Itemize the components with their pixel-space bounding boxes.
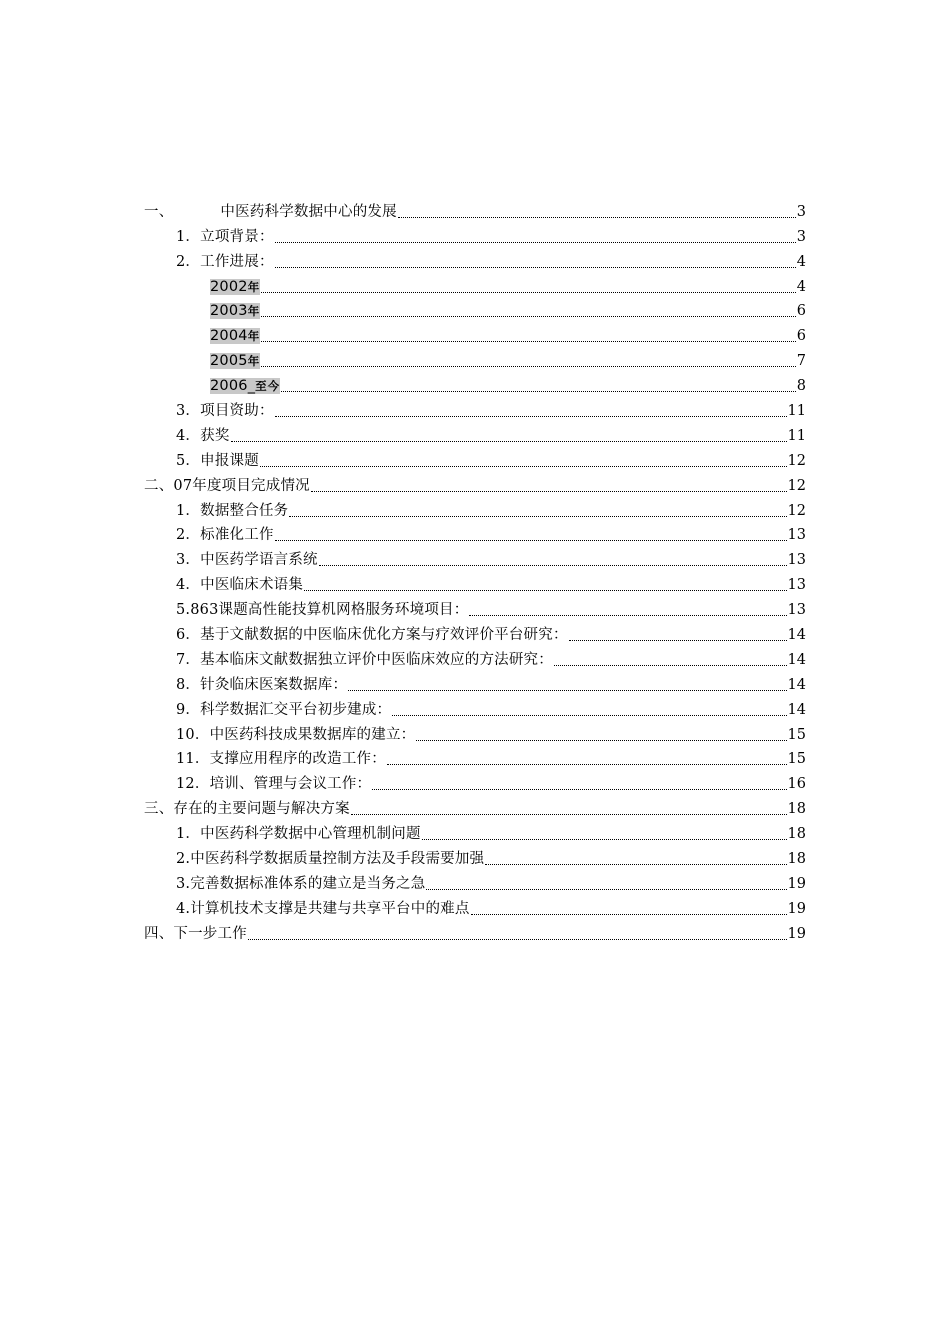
toc-entry-text: 2006_ [210, 378, 256, 395]
toc-entry-number: 3. [176, 875, 191, 892]
toc-dot-leader [348, 690, 786, 691]
toc-entry-label [210, 377, 280, 395]
toc-page-number: 18 [787, 801, 806, 818]
toc-entry-number: 12． [176, 776, 210, 793]
toc-entry-suffix: 年 [247, 354, 261, 369]
toc-page-number: 13 [787, 577, 806, 594]
toc-entry-number: 8． [176, 676, 201, 693]
toc-entry-label [210, 278, 260, 296]
toc-dot-leader [261, 341, 796, 342]
toc-entry-text: 2003 [210, 303, 248, 320]
toc-entry-highlight [210, 279, 260, 295]
toc-entry-text: 中医药科学数据质量控制方法及手段需要加强 [190, 851, 485, 868]
toc-entry[interactable] [0, 748, 950, 773]
toc-entry-suffix: 年 [247, 329, 261, 344]
toc-entry-highlight [210, 353, 260, 369]
toc-entry[interactable] [0, 772, 950, 797]
toc-entry-label [210, 327, 260, 345]
toc-page-number: 15 [787, 751, 806, 768]
toc-entry[interactable] [0, 399, 950, 424]
toc-page-number: 12 [787, 452, 806, 469]
toc-entry-number: 10． [176, 726, 210, 743]
toc-entry-number: 一、 [144, 203, 174, 220]
toc-page-number: 19 [787, 875, 806, 892]
toc-entry-label [176, 626, 568, 644]
toc-page-number: 12 [787, 502, 806, 519]
toc-entry-text: 标准化工作 [200, 527, 274, 544]
toc-entry-text: 中医药学语言系统 [200, 552, 318, 569]
toc-entry-label [176, 775, 371, 793]
toc-entry[interactable] [0, 424, 950, 449]
toc-entry-text: 数据整合任务 [200, 502, 289, 519]
toc-entry-label [176, 452, 259, 470]
toc-entry[interactable] [0, 324, 950, 349]
toc-entry-text: 2005 [210, 353, 248, 370]
toc-entry[interactable] [0, 822, 950, 847]
toc-entry[interactable] [0, 300, 950, 325]
toc-entry-highlight [210, 378, 280, 394]
toc-entry-text: 工作进展： [200, 253, 274, 270]
toc-entry-number: 11． [176, 751, 210, 768]
toc-entry-label [176, 502, 288, 520]
toc-entry-text: 2002 [210, 278, 248, 295]
toc-entry-label [176, 701, 391, 719]
toc-entry-label [176, 526, 274, 544]
toc-entry-highlight [210, 328, 260, 344]
toc-dot-leader [351, 814, 787, 815]
toc-entry-text: 中医药科学数据中心的发展 [220, 203, 397, 220]
toc-entry-label [176, 651, 553, 669]
toc-entry-number: 3． [176, 552, 201, 569]
toc-entry-label [176, 402, 274, 420]
toc-entry[interactable] [0, 250, 950, 275]
toc-entry[interactable] [0, 623, 950, 648]
toc-page-number: 13 [787, 527, 806, 544]
toc-dot-leader [311, 491, 787, 492]
toc-dot-leader [275, 242, 796, 243]
toc-entry-number: 二、 [144, 477, 174, 494]
toc-dot-leader [289, 516, 786, 517]
toc-entry[interactable] [0, 225, 950, 250]
toc-entry-label [210, 302, 260, 320]
toc-entry-number: 2． [176, 527, 201, 544]
toc-entry-text: 863课题高性能技算机网格服务环境项目： [190, 602, 469, 619]
toc-entry-text: 2004 [210, 328, 248, 345]
toc-entry-label [176, 850, 484, 868]
toc-entry[interactable] [0, 474, 950, 499]
toc-entry-number: 三、 [144, 801, 174, 818]
toc-entry-number: 9． [176, 701, 201, 718]
toc-entry-text: 立项背景： [200, 228, 274, 245]
toc-entry-label [144, 203, 397, 221]
toc-dot-leader [392, 715, 786, 716]
toc-entry[interactable] [0, 897, 950, 922]
toc-entry[interactable] [0, 349, 950, 374]
toc-dot-leader [469, 615, 786, 616]
toc-entry-text: 针灸临床医案数据库： [200, 676, 348, 693]
toc-entry-label [144, 477, 310, 495]
toc-entry-text: 项目资助： [200, 403, 274, 420]
toc-entry-number: 1． [176, 228, 201, 245]
toc-entry[interactable] [0, 723, 950, 748]
toc-page-number: 18 [787, 826, 806, 843]
toc-entry-number: 4． [176, 577, 201, 594]
toc-page-number: 14 [787, 651, 806, 668]
toc-dot-leader [569, 640, 787, 641]
toc-entry[interactable] [0, 922, 950, 947]
toc-dot-leader [281, 391, 796, 392]
toc-entry-label [176, 601, 468, 619]
toc-page-number: 13 [787, 552, 806, 569]
toc-entry-label [176, 551, 318, 569]
toc-dot-leader [426, 889, 786, 890]
toc-page-number: 6 [796, 303, 806, 320]
table-of-contents [0, 200, 950, 947]
toc-entry[interactable] [0, 573, 950, 598]
toc-entry-label [176, 676, 347, 694]
toc-entry-label [176, 875, 425, 893]
toc-page-number: 14 [787, 676, 806, 693]
toc-entry-number: 7． [176, 651, 201, 668]
toc-dot-leader [422, 839, 787, 840]
toc-entry[interactable] [0, 449, 950, 474]
toc-dot-leader [387, 764, 787, 765]
toc-entry-label [176, 228, 274, 246]
toc-entry[interactable] [0, 598, 950, 623]
toc-entry-label [176, 253, 274, 271]
toc-entry[interactable] [0, 275, 950, 300]
toc-entry-text: 培训、管理与会议工作： [209, 776, 372, 793]
toc-entry[interactable] [0, 548, 950, 573]
toc-page-number: 14 [787, 627, 806, 644]
toc-entry-label [176, 750, 386, 768]
toc-page-number: 6 [796, 328, 806, 345]
toc-page-number: 3 [796, 203, 806, 220]
toc-entry-number: 1． [176, 502, 201, 519]
toc-page-number: 3 [796, 228, 806, 245]
toc-page-number: 4 [796, 253, 806, 270]
toc-entry-text: 中医药科学数据中心管理机制问题 [200, 826, 421, 843]
toc-entry-number: 5． [176, 452, 201, 469]
toc-dot-leader [485, 864, 786, 865]
toc-page-number: 18 [787, 851, 806, 868]
toc-dot-leader [398, 217, 796, 218]
toc-dot-leader [261, 366, 796, 367]
toc-entry-text: 存在的主要问题与解决方案 [173, 801, 350, 818]
toc-entry-number: 3． [176, 403, 201, 420]
toc-entry-text: 申报课题 [200, 452, 259, 469]
toc-page-number: 15 [787, 726, 806, 743]
toc-page-number: 19 [787, 900, 806, 917]
toc-entry-label [176, 576, 303, 594]
toc-dot-leader [416, 740, 786, 741]
toc-entry-label [176, 825, 421, 843]
toc-dot-leader [471, 914, 787, 915]
toc-entry-text: 07年度项目完成情况 [173, 477, 310, 494]
toc-page-number: 11 [787, 427, 806, 444]
toc-entry[interactable] [0, 374, 950, 399]
toc-entry-number: 5. [176, 602, 191, 619]
toc-entry-text: 中医药科技成果数据库的建立： [209, 726, 416, 743]
toc-entry-text: 获奖 [200, 427, 230, 444]
toc-entry[interactable] [0, 797, 950, 822]
toc-entry-number: 四、 [144, 925, 174, 942]
toc-page-number: 13 [787, 602, 806, 619]
toc-entry-suffix: 年 [247, 279, 261, 294]
toc-entry-text: 基本临床文献数据独立评价中医临床效应的方法研究： [200, 651, 553, 668]
toc-page-number: 4 [796, 278, 806, 295]
toc-page-number: 12 [787, 477, 806, 494]
toc-dot-leader [554, 665, 787, 666]
toc-entry[interactable] [0, 872, 950, 897]
toc-entry[interactable] [0, 524, 950, 549]
toc-entry-number: 6． [176, 627, 201, 644]
toc-entry-text: 科学数据汇交平台初步建成： [200, 701, 392, 718]
toc-entry-text: 完善数据标准体系的建立是当务之急 [190, 875, 426, 892]
toc-dot-leader [248, 939, 787, 940]
toc-entry-label [210, 352, 260, 370]
toc-entry-number: 1． [176, 826, 201, 843]
toc-entry-text: 支撑应用程序的改造工作： [209, 751, 386, 768]
toc-dot-leader [261, 316, 796, 317]
toc-entry-label [176, 726, 415, 744]
toc-entry-text: 中医临床术语集 [200, 577, 304, 594]
toc-page-number: 14 [787, 701, 806, 718]
toc-page-number: 16 [787, 776, 806, 793]
toc-entry-number: 4. [176, 900, 191, 917]
toc-dot-leader [275, 267, 796, 268]
toc-entry[interactable] [0, 698, 950, 723]
toc-page-number: 7 [796, 353, 806, 370]
toc-entry-label [176, 900, 470, 918]
toc-dot-leader [304, 590, 787, 591]
toc-entry[interactable] [0, 847, 950, 872]
toc-entry-label [144, 925, 247, 943]
toc-dot-leader [275, 540, 787, 541]
toc-dot-leader [372, 789, 786, 790]
toc-page-number: 19 [787, 925, 806, 942]
toc-entry-label [176, 427, 230, 445]
toc-page-number: 8 [796, 378, 806, 395]
toc-entry-suffix: 至今 [255, 379, 281, 394]
toc-entry-text: 计算机技术支撑是共建与共享平台中的难点 [190, 900, 470, 917]
toc-entry[interactable] [0, 499, 950, 524]
toc-dot-leader [319, 565, 787, 566]
toc-entry-text: 基于文献数据的中医临床优化方案与疗效评价平台研究： [200, 627, 568, 644]
toc-entry[interactable] [0, 200, 950, 225]
toc-dot-leader [275, 416, 787, 417]
toc-entry-text: 下一步工作 [173, 925, 247, 942]
toc-entry-number: 4． [176, 427, 201, 444]
toc-entry[interactable] [0, 673, 950, 698]
toc-entry-number: 2. [176, 851, 191, 868]
toc-entry[interactable] [0, 648, 950, 673]
toc-dot-leader [231, 441, 787, 442]
toc-dot-leader [261, 292, 796, 293]
toc-entry-number: 2． [176, 253, 201, 270]
toc-dot-leader [260, 466, 787, 467]
toc-entry-highlight [210, 303, 260, 319]
toc-page-number: 11 [787, 403, 806, 420]
toc-entry-suffix: 年 [247, 304, 261, 319]
toc-entry-label [144, 800, 350, 818]
